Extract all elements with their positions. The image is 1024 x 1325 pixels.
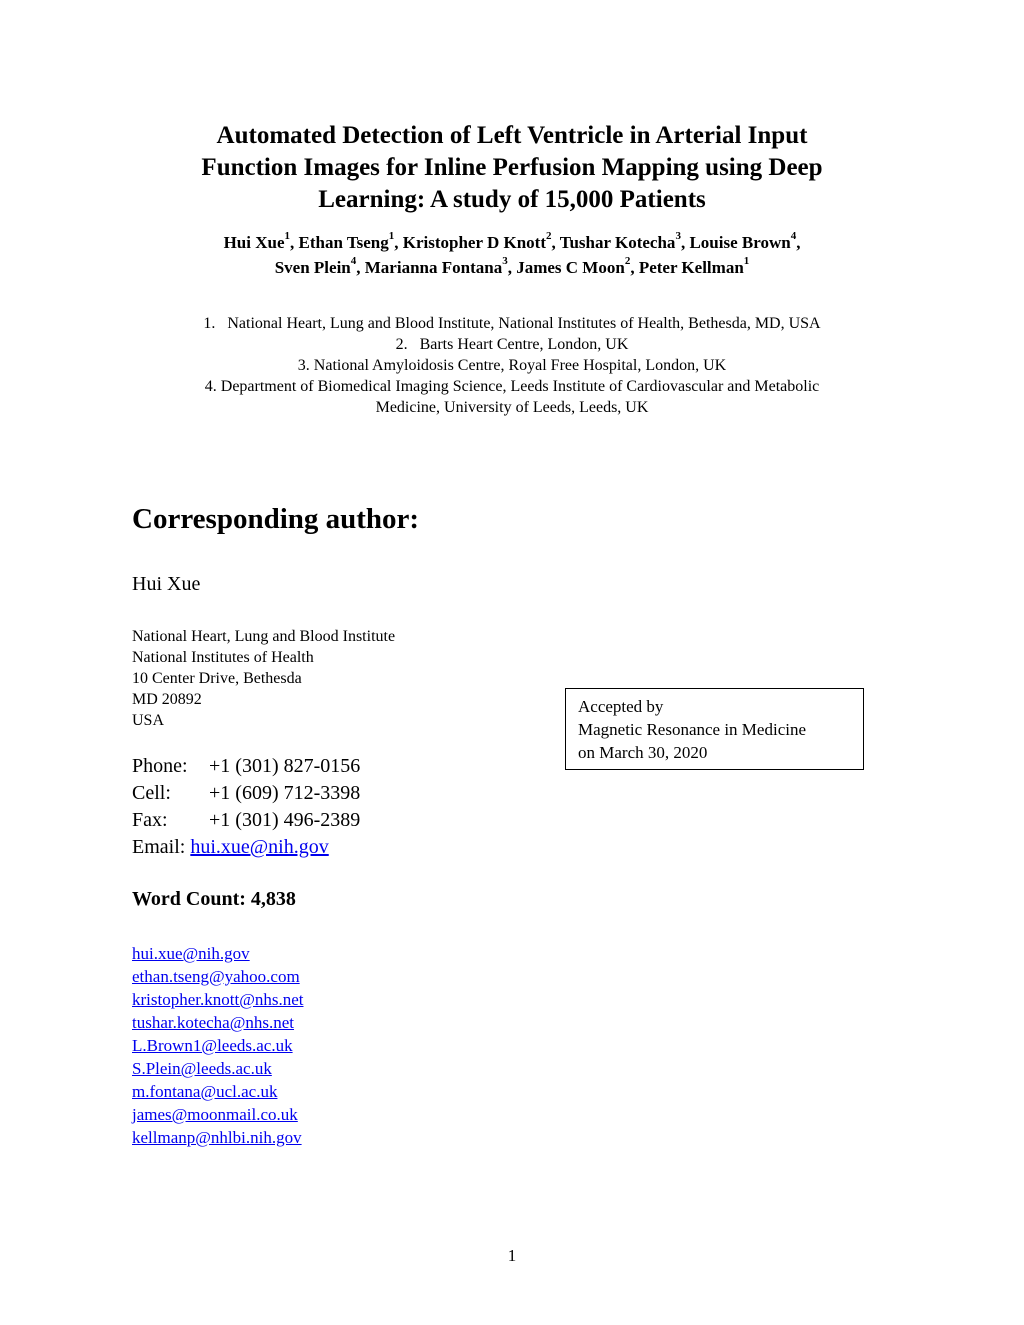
- paper-title: [150, 120, 874, 216]
- author-affiliation-mark: 2: [624, 255, 631, 268]
- author-name: James C Moon: [516, 258, 625, 277]
- author-email-link[interactable]: m.fontana@ucl.ac.uk: [132, 1082, 278, 1101]
- phone-label: Phone:: [132, 755, 188, 777]
- corresponding-author-heading: Corresponding author:: [132, 503, 420, 535]
- author-email-link[interactable]: ethan.tseng@yahoo.com: [132, 967, 300, 986]
- author-affiliation-mark: 3: [675, 230, 681, 243]
- affiliation-item: 1. National Heart, Lung and Blood Institute, National Institutes of Health, Bethesda, MD, USA: [203, 315, 821, 332]
- cell-label: Cell:: [132, 782, 171, 804]
- page-number: 1: [507, 1246, 517, 1265]
- fax-label: Fax:: [132, 809, 168, 831]
- affiliation-list: [100, 313, 924, 418]
- corresponding-address: [132, 626, 395, 731]
- title-line-1: Automated Detection of Left Ventricle in Arterial Input: [216, 122, 808, 149]
- author-affiliation-mark: 3: [502, 255, 508, 268]
- author-email-link[interactable]: L.Brown1@leeds.ac.uk: [132, 1036, 293, 1055]
- author-email-list: [132, 942, 303, 1149]
- author-name: Marianna Fontana: [364, 258, 503, 277]
- author-affiliation-mark: 4: [790, 230, 797, 243]
- word-count: Word Count: 4,838: [132, 888, 296, 910]
- author-email-link[interactable]: S.Plein@leeds.ac.uk: [132, 1059, 272, 1078]
- address-line: USA: [132, 712, 165, 729]
- title-line-2: Function Images for Inline Perfusion Mapping using Deep: [201, 154, 823, 181]
- cell-row: [132, 780, 360, 807]
- affiliation-item: 2. Barts Heart Centre, London, UK: [395, 336, 629, 353]
- author-email-link[interactable]: tushar.kotecha@nhs.net: [132, 1013, 295, 1032]
- author-name: Kristopher D Knott: [402, 233, 546, 252]
- author-name: Sven Plein: [274, 258, 351, 277]
- author-affiliation-mark: 1: [388, 230, 395, 243]
- author-name: Peter Kellman: [638, 258, 744, 277]
- email-link[interactable]: hui.xue@nih.gov: [190, 836, 329, 858]
- affiliation-item: Medicine, University of Leeds, Leeds, UK: [375, 399, 649, 416]
- author-affiliation-mark: 2: [546, 230, 552, 243]
- phone-value: +1 (301) 827-0156: [209, 755, 361, 777]
- affiliation-item: 4. Department of Biomedical Imaging Science, Leeds Institute of Cardiovascular and Metabolic: [204, 378, 820, 395]
- author-email-link[interactable]: kellmanp@nhlbi.nih.gov: [132, 1128, 302, 1147]
- address-line: MD 20892: [132, 691, 202, 708]
- author-affiliation-mark: 1: [743, 255, 750, 268]
- author-line-1: Hui Xue$^1$, Ethan Tseng$^1$, Kristopher D Knott$^2$, Tushar Kotecha$^3$, Louise Brown$^4$,: [223, 230, 801, 252]
- affiliation-item: 3. National Amyloidosis Centre, Royal Free Hospital, London, UK: [297, 357, 727, 374]
- address-line: National Heart, Lung and Blood Institute: [132, 628, 396, 645]
- author-email-link[interactable]: hui.xue@nih.gov: [132, 944, 250, 963]
- acceptance-line-2: Magnetic Resonance in Medicine: [578, 720, 807, 739]
- author-name: Louise Brown: [689, 233, 791, 252]
- author-list: [100, 230, 924, 280]
- email-label: Email:: [132, 836, 186, 858]
- cell-value: +1 (609) 712-3398: [209, 782, 361, 804]
- author-name: Ethan Tseng: [298, 233, 389, 252]
- author-name: Tushar Kotecha: [559, 233, 676, 252]
- fax-value: +1 (301) 496-2389: [209, 809, 361, 831]
- author-name: Hui Xue: [223, 233, 285, 252]
- author-affiliation-mark: 1: [284, 230, 290, 243]
- corresponding-author-name: Hui Xue: [132, 573, 201, 595]
- address-line: National Institutes of Health: [132, 649, 314, 666]
- acceptance-line-3: on March 30, 2020: [578, 743, 708, 762]
- author-email-link[interactable]: kristopher.knott@nhs.net: [132, 990, 304, 1009]
- email-row: [132, 834, 360, 861]
- author-email-link[interactable]: james@moonmail.co.uk: [132, 1105, 298, 1124]
- fax-row: [132, 807, 360, 834]
- acceptance-line-1: Accepted by: [578, 697, 664, 716]
- contact-details: [132, 753, 360, 861]
- title-line-3: Learning: A study of 15,000 Patients: [318, 186, 706, 213]
- phone-row: [132, 753, 360, 780]
- author-affiliation-mark: 4: [350, 255, 357, 268]
- author-line-2: Sven Plein$^4$, Marianna Fontana$^3$, James C Moon$^2$, Peter Kellman$^1$: [274, 255, 750, 277]
- address-line: 10 Center Drive, Bethesda: [132, 670, 302, 687]
- acceptance-notice-box: [565, 688, 864, 770]
